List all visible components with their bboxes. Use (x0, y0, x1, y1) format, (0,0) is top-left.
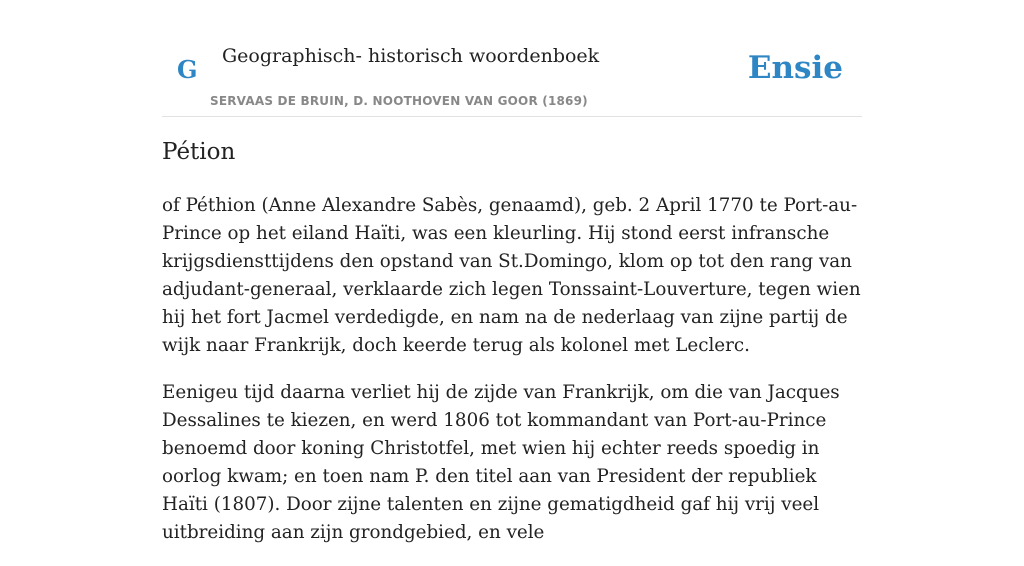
entry-paragraph-1: of Péthion (Anne Alexandre Sabès, genaamd), geb. 2 April 1770 te Port-au-Prince op het eiland Haïti, was een kleurling. Hij stond eerst infransche krijgsdiensttijdens den opstand van St.Domingo, klom op tot den rang van adjudant-generaal, verklaarde zich legen Tonssaint-Louverture, tegen wien hij het fort Jacmel verdedigde, en nam na de nederlaag van zijne partij de wijk naar Frankrijk, doch keerde terug als kolonel met Leclerc. (162, 195, 861, 356)
entry-paragraph-2: Eenigeu tijd daarna verliet hij de zijde van Frankrijk, om die van Jacques Dessalines te kiezen, en werd 1806 tot kommandant van Port-au-Prince benoemd door koning Christotfel, met wien hij echter reeds spoedig in oorlog kwam; en toen nam P. den titel aan van President der republiek Haïti (1807). Door zijne talenten en zijne gematigdheid gaf hij vrij veel uitbreiding aan zijn grondgebied, en vele (162, 382, 840, 543)
ensie-logo-link[interactable]: Ensie (747, 50, 843, 86)
book-title[interactable]: Geographisch- historisch woordenboek (222, 45, 600, 67)
header (162, 0, 862, 117)
book-authors: SERVAAS DE BRUIN, D. NOOTHOVEN VAN GOOR (1869) (210, 94, 588, 108)
entry-body (162, 192, 867, 566)
entry-title: Pétion (162, 139, 236, 165)
book-initial-link[interactable]: G (177, 55, 198, 84)
